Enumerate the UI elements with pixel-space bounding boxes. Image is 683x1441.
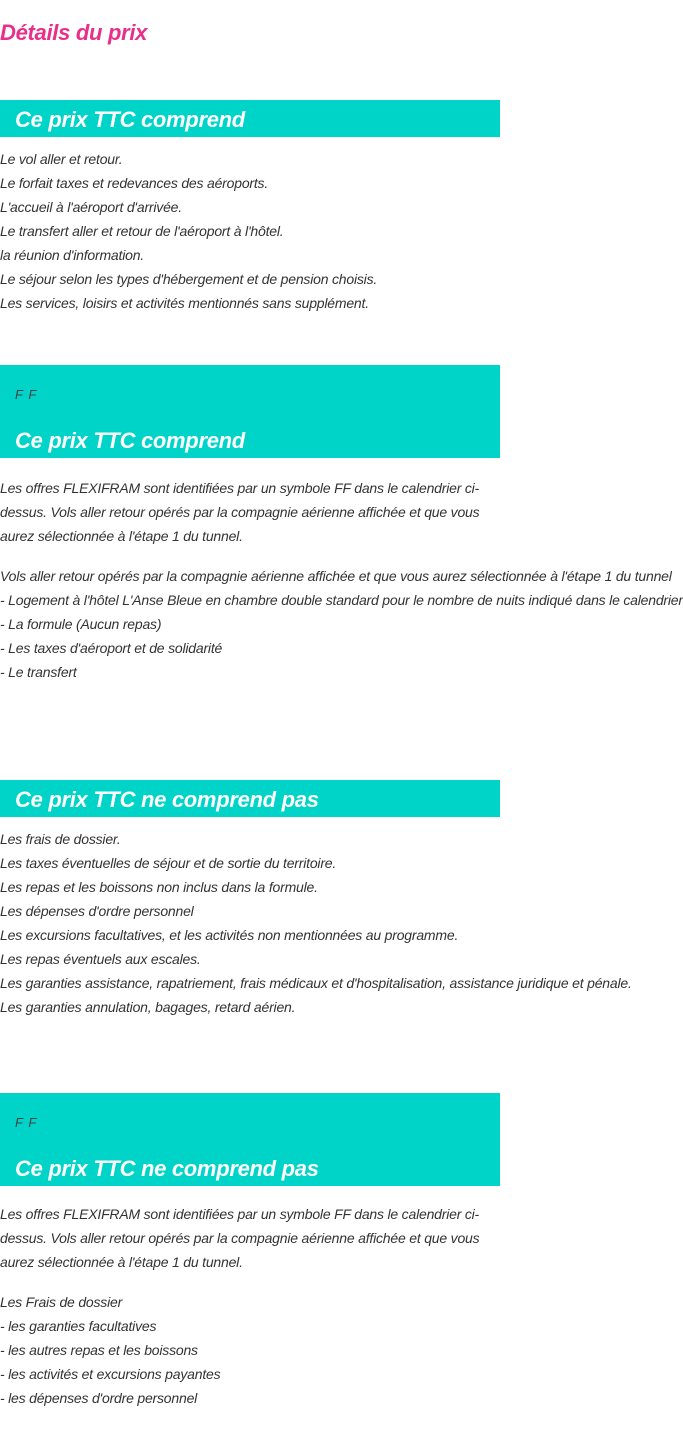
list-item: L'accueil à l'aéroport d'arrivée. <box>0 199 182 215</box>
ff-intro-paragraph: Les offres FLEXIFRAM sont identifiées par un symbole FF dans le calendrier ci-dessus. Vols aller retour opérés par la compagnie aérienne affichée et que vous aurez sélectionnée à l'étape 1 du tunnel. <box>0 1206 480 1270</box>
list-item: - les activités et excursions payantes <box>0 1366 221 1382</box>
list-item: Les garanties annulation, bagages, retard aérien. <box>0 999 296 1015</box>
ff-includes-content <box>0 476 683 684</box>
ff-tag: F F <box>15 1115 38 1130</box>
section-heading-ff-includes: Ce prix TTC comprend <box>15 428 245 453</box>
excludes-list <box>0 827 632 1019</box>
list-item: Le séjour selon les types d'hébergement et de pension choisis. <box>0 271 378 287</box>
list-item: Vols aller retour opérés par la compagnie aérienne affichée et que vous aurez sélectionnée à l'étape 1 du tunnel <box>0 568 672 584</box>
section-band-includes <box>0 100 500 137</box>
section-band-excludes <box>0 780 500 817</box>
list-item: Les dépenses d'ordre personnel <box>0 903 194 919</box>
section-heading-includes: Ce prix TTC comprend <box>15 107 245 132</box>
includes-list <box>0 147 500 315</box>
list-item: - Le transfert <box>0 664 77 680</box>
list-item: - Logement à l'hôtel L'Anse Bleue en chambre double standard pour le nombre de nuits indiqué dans le calendrier <box>0 592 683 608</box>
list-item: Le transfert aller et retour de l'aéroport à l'hôtel. <box>0 223 284 239</box>
page-title: Détails du prix <box>0 20 148 45</box>
list-item: Le forfait taxes et redevances des aéroports. <box>0 175 269 191</box>
list-item: Le vol aller et retour. <box>0 151 123 167</box>
list-item: Les frais de dossier. <box>0 831 121 847</box>
section-band-ff-includes <box>0 365 500 458</box>
list-item: - les autres repas et les boissons <box>0 1342 198 1358</box>
list-item: - les dépenses d'ordre personnel <box>0 1390 198 1406</box>
list-item: Les repas éventuels aux escales. <box>0 951 201 967</box>
list-item: - La formule (Aucun repas) <box>0 616 162 632</box>
ff-tag: F F <box>15 387 38 402</box>
list-item: Les Frais de dossier <box>0 1294 123 1310</box>
list-item: Les repas et les boissons non inclus dans la formule. <box>0 879 318 895</box>
list-item: Les garanties assistance, rapatriement, frais médicaux et d'hospitalisation, assistance juridique et pénale. <box>0 975 632 991</box>
list-item: Les services, loisirs et activités mentionnés sans supplément. <box>0 295 369 311</box>
ff-excludes-content <box>0 1202 500 1410</box>
section-band-ff-excludes <box>0 1093 500 1186</box>
list-item: la réunion d'information. <box>0 247 144 263</box>
ff-intro-paragraph: Les offres FLEXIFRAM sont identifiées par un symbole FF dans le calendrier ci-dessus. Vols aller retour opérés par la compagnie aérienne affichée et que vous aurez sélectionnée à l'étape 1 du tunnel. <box>0 480 480 544</box>
section-heading-excludes: Ce prix TTC ne comprend pas <box>15 787 319 812</box>
list-item: Les excursions facultatives, et les activités non mentionnées au programme. <box>0 927 459 943</box>
list-item: - Les taxes d'aéroport et de solidarité <box>0 640 223 656</box>
section-heading-ff-excludes: Ce prix TTC ne comprend pas <box>15 1156 319 1181</box>
list-item: Les taxes éventuelles de séjour et de sortie du territoire. <box>0 855 337 871</box>
list-item: - les garanties facultatives <box>0 1318 157 1334</box>
